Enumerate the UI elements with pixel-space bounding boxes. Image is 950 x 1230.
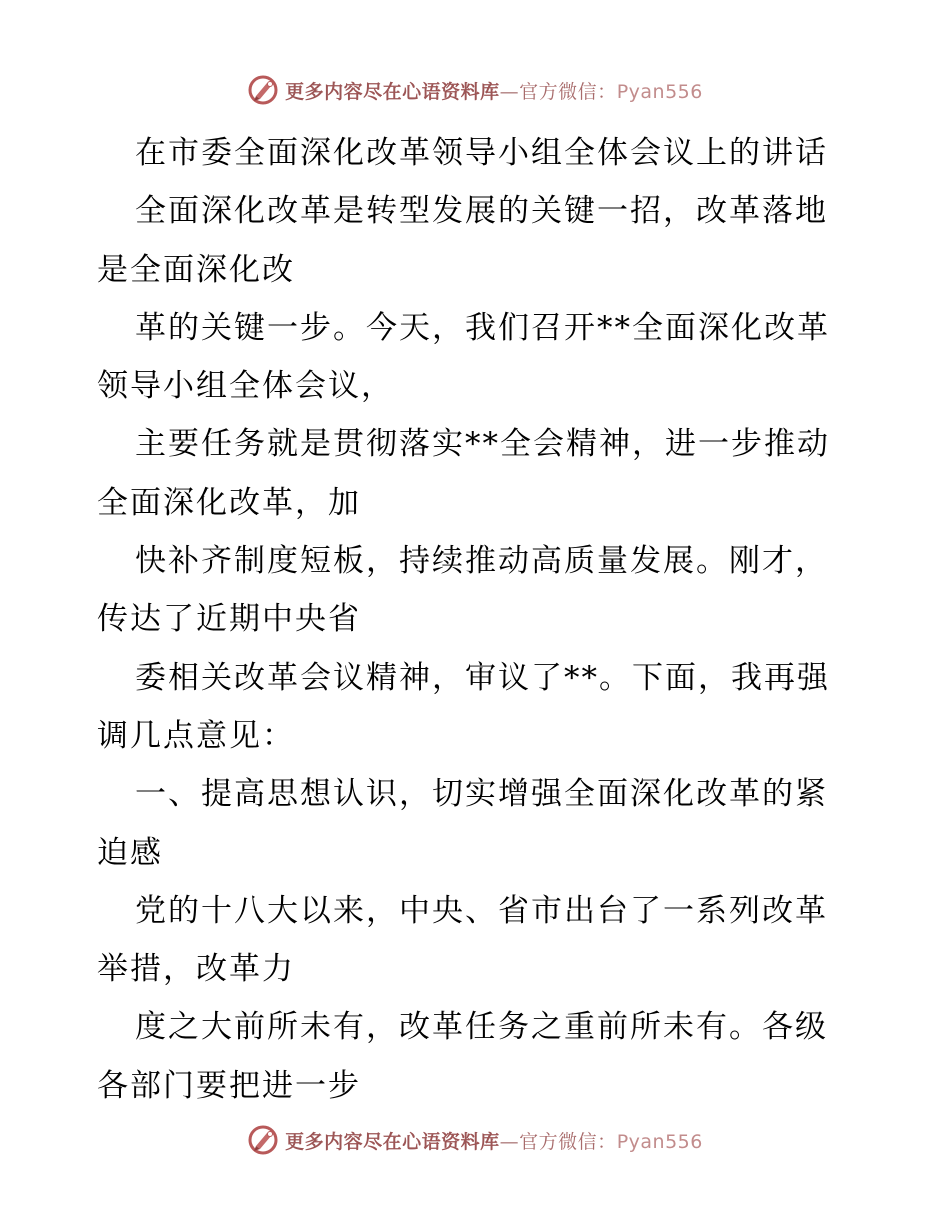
text-line: 在市委全面深化改革领导小组全体会议上的讲话: [135, 135, 828, 171]
section-heading: 一、提高思想认识，切实增强全面深化改革的紧: [135, 776, 828, 813]
header-watermark: [0, 70, 950, 110]
watermark-brand: 更多内容尽在心语资料库: [285, 80, 500, 103]
watermark-brand: 更多内容尽在心语资料库: [285, 1130, 500, 1153]
text-line: 领导小组全体会议，: [97, 368, 394, 405]
logo-icon: [247, 1124, 279, 1156]
watermark-wechat-label: 官方微信：: [519, 80, 617, 103]
logo-icon: [247, 74, 279, 106]
watermark-text: [285, 77, 703, 104]
section-heading: 迫感: [97, 834, 163, 871]
text-line: 是全面深化改: [97, 251, 295, 288]
text-line: 度之大前所未有，改革任务之重前所未有。各级: [135, 1009, 828, 1046]
watermark-dash: —: [499, 1130, 520, 1153]
text-line: 各部门要把进一步: [97, 1067, 361, 1104]
text-line: 主要任务就是贯彻落实**全会精神，进一步推动: [135, 426, 830, 463]
watermark-wechat-id: Pyan556: [616, 80, 703, 103]
watermark-dash: —: [499, 80, 520, 103]
text-line: 党的十八大以来，中央、省市出台了一系列改革: [135, 892, 828, 929]
text-line: 快补齐制度短板，持续推动高质量发展。刚才，: [135, 543, 828, 580]
footer-watermark: [0, 1120, 950, 1160]
text-line: 传达了近期中央省: [97, 601, 361, 638]
watermark-wechat-label: 官方微信：: [519, 1130, 617, 1153]
document-body: [97, 124, 857, 1115]
text-line: 举措，改革力: [97, 951, 295, 988]
text-line: 调几点意见：: [97, 717, 295, 754]
text-line: 委相关改革会议精神，审议了**。下面，我再强: [135, 659, 830, 696]
text-line: 全面深化改革是转型发展的关键一招，改革落地: [135, 193, 828, 230]
text-line: 全面深化改革，加: [97, 484, 361, 521]
watermark-wechat-id: Pyan556: [616, 1130, 703, 1153]
text-line: 革的关键一步。今天，我们召开**全面深化改革: [135, 309, 830, 346]
watermark-text: [285, 1127, 703, 1154]
